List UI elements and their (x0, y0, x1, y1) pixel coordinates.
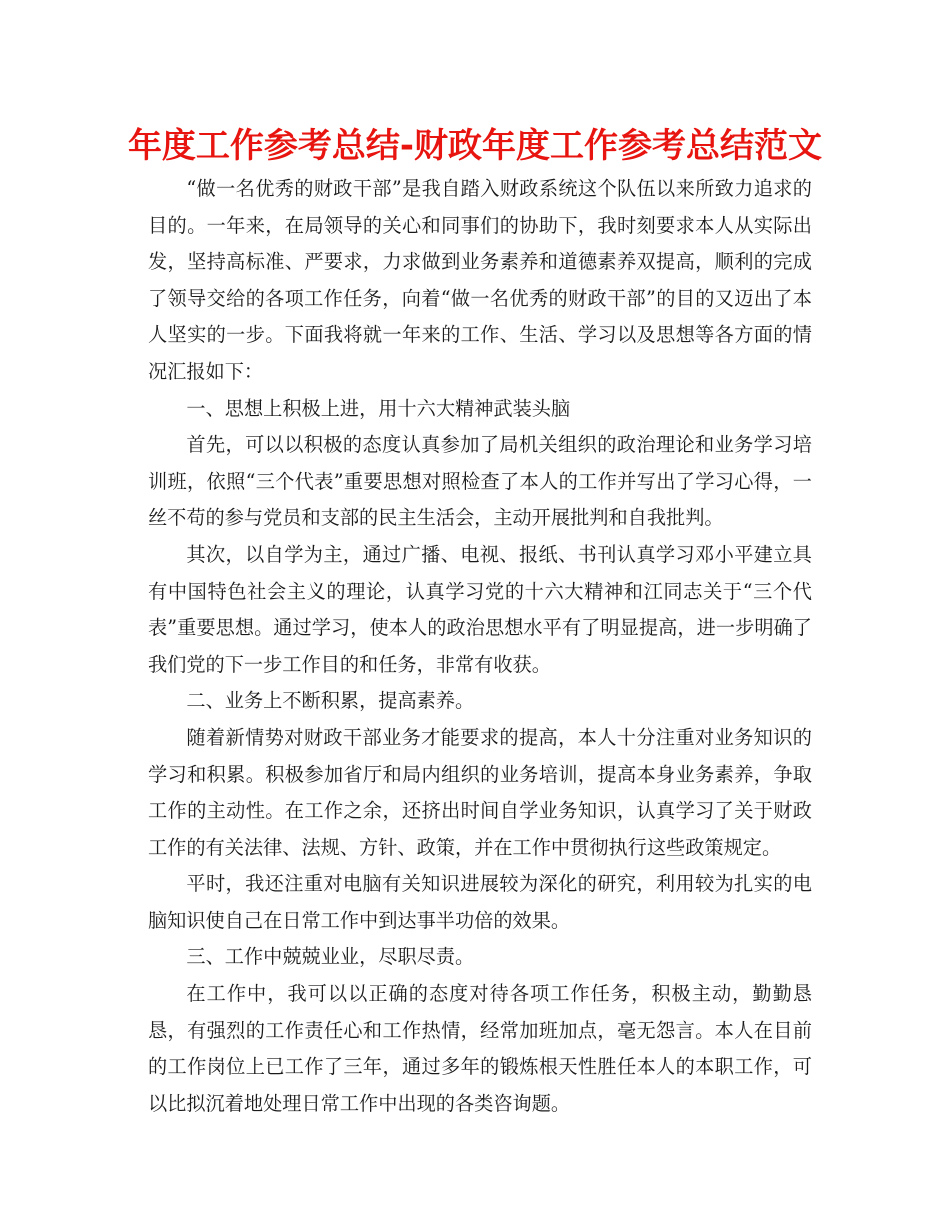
paragraph-computer: 平时，我还注重对电脑有关知识进展较为深化的研究，利用较为扎实的电脑知识使自己在日常工作中到达事半功倍的效果。 (148, 872, 812, 932)
paragraph-business: 随着新情势对财政干部业务才能要求的提高，本人十分注重对业务知识的学习和积累。积极参加省厅和局内组织的业务培训，提高本身业务素养，争取工作的主动性。在工作之余，还挤出时间自学业务知识，认真学习了关于财政工作的有关法律、法规、方针、政策，并在工作中贯彻执行这些政策规定。 (148, 725, 812, 859)
paragraph-work: 在工作中，我可以以正确的态度对待各项工作任务，积极主动，勤勤恳恳，有强烈的工作责任心和工作热情，经常加班加点，毫无怨言。本人在目前的工作岗位上已工作了三年，通过多年的锻炼根天性胜任本人的本职工作，可以比拟沉着地处理日常工作中出现的各类咨询题。 (148, 982, 812, 1115)
paragraph-intro: “做一名优秀的财政干部”是我自踏入财政系统这个队伍以来所致力追求的目的。一年来，在局领导的关心和同事们的协助下，我时刻要求本人从实际出发，坚持高标准、严要求，力求做到业务素养和道德素养双提高，顺利的完成了领导交给的各项工作任务，向着“做一名优秀的财政干部”的目的又迈出了本人坚实的一步。下面我将就一年来的工作、生活、学习以及思想等各方面的情况汇报如下： (148, 177, 812, 383)
document-body (148, 171, 812, 1122)
paragraph-first: 首先，可以以积极的态度认真参加了局机关组织的政治理论和业务学习培训班，依照“三个代表”重要思想对照检查了本人的工作并写出了学习心得，一丝不苟的参与党员和支部的民主生活会，主动开展批判和自我批判。 (148, 433, 812, 530)
paragraph-second: 其次，以自学为主，通过广播、电视、报纸、书刊认真学习邓小平建立具有中国特色社会主义的理论，认真学习党的十六大精神和江同志关于“三个代表”重要思想。通过学习，使本人的政治思想水平有了明显提高，进一步明确了我们党的下一步工作目的和任务，非常有收获。 (148, 542, 812, 676)
document-title: 年度工作参考总结-财政年度工作参考总结范文 (127, 126, 823, 166)
section-heading-2: 二、业务上不断积累，提高素养。 (186, 689, 475, 713)
section-heading-3: 三、工作中兢兢业业，尽职尽责。 (186, 945, 475, 969)
section-heading-1: 一、思想上积极上进，用十六大精神武装头脑 (186, 396, 571, 420)
